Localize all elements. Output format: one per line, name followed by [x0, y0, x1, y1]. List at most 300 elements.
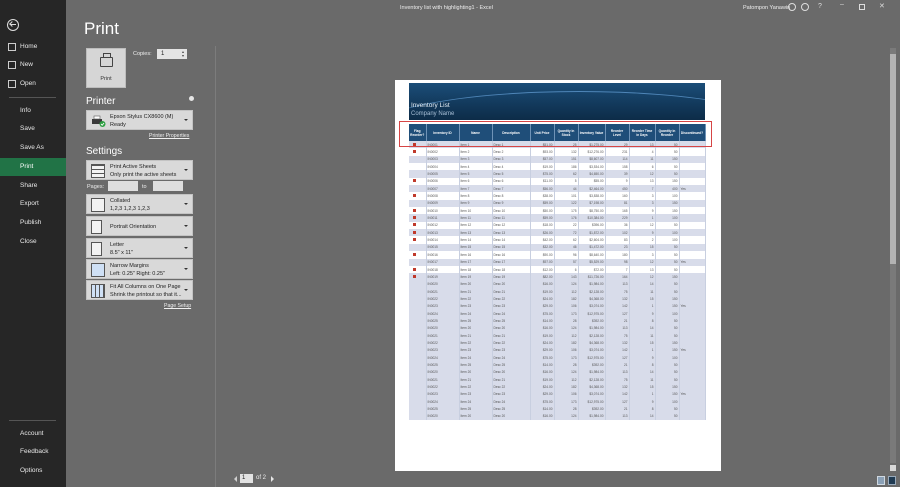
- column-header: Inventory ID: [426, 124, 459, 141]
- cell-value: $392.00: [578, 361, 605, 368]
- cell-price: $24.00: [530, 295, 554, 302]
- flag-icon: [413, 150, 416, 153]
- cell-id: IN0022: [426, 383, 459, 390]
- table-row: [409, 391, 705, 398]
- cell-disc: [679, 369, 705, 376]
- cell-value: $8,607.00: [578, 156, 605, 163]
- table-row: [409, 303, 705, 310]
- cell-qty: 151: [554, 156, 578, 163]
- cell-name: Item 2: [459, 148, 492, 155]
- cell-days: 12: [629, 222, 655, 229]
- flag-cell: [409, 156, 426, 163]
- table-row: [409, 244, 705, 251]
- nav-item-save[interactable]: Save: [20, 125, 35, 132]
- cell-qty: 25: [554, 141, 578, 148]
- cell-value: $2,128.00: [578, 288, 605, 295]
- cell-disc: [679, 288, 705, 295]
- cell-value: $1,984.00: [578, 413, 605, 420]
- cell-qty: 28: [554, 361, 578, 368]
- cell-desc: Desc 21: [492, 332, 530, 339]
- nav-item-close[interactable]: Close: [20, 238, 37, 245]
- cell-desc: Desc 25: [492, 361, 530, 368]
- cell-price: $32.00: [530, 244, 554, 251]
- column-header: Reorder Time in Days: [629, 124, 655, 141]
- cell-name: Item 20: [459, 325, 492, 332]
- cell-value: $4,650.00: [578, 170, 605, 177]
- nav-divider: [9, 97, 56, 98]
- cell-price: $16.00: [530, 369, 554, 376]
- cell-days: 9: [629, 354, 655, 361]
- cell-reorder: 50: [655, 222, 679, 229]
- cell-name: Item 17: [459, 259, 492, 266]
- cell-reorder: 50: [655, 163, 679, 170]
- cell-price: $42.00: [530, 236, 554, 243]
- cell-disc: Yes: [679, 347, 705, 354]
- cell-name: Item 24: [459, 310, 492, 317]
- flag-cell: [409, 317, 426, 324]
- table-row: [409, 317, 705, 324]
- cell-days: 12: [629, 259, 655, 266]
- flag-cell: [409, 163, 426, 170]
- current-page-input[interactable]: 1: [240, 474, 253, 483]
- cell-desc: Desc 22: [492, 295, 530, 302]
- table-row: [409, 369, 705, 376]
- cell-qty: 173: [554, 398, 578, 405]
- cell-value: $8,640.00: [578, 251, 605, 258]
- flag-cell: [409, 236, 426, 243]
- window-title: Inventory list with highlighting1 - Excel: [400, 5, 493, 11]
- cell-disc: [679, 207, 705, 214]
- cell-id: IN0019: [426, 273, 459, 280]
- orientation-dropdown[interactable]: Portrait Orientation: [86, 216, 193, 236]
- nav-item-publish[interactable]: Publish: [20, 219, 42, 226]
- cell-price: $82.00: [530, 273, 554, 280]
- cell-reorder: 50: [655, 244, 679, 251]
- cell-value: $4,368.00: [578, 383, 605, 390]
- printer-dropdown[interactable]: Epson Stylus CX8600 (M) Ready: [86, 110, 193, 130]
- cell-value: $3,534.00: [578, 163, 605, 170]
- table-row: [409, 192, 705, 199]
- cell-desc: Desc 25: [492, 317, 530, 324]
- scroll-down-button[interactable]: [890, 465, 896, 471]
- cell-lvl: 142: [605, 391, 629, 398]
- cell-lvl: 113: [605, 325, 629, 332]
- cell-value: $12,975.00: [578, 398, 605, 405]
- cell-qty: 132: [554, 148, 578, 155]
- flag-cell: [409, 303, 426, 310]
- cell-reorder: 100: [655, 192, 679, 199]
- paper-size-dropdown[interactable]: Letter 8.5" x 11": [86, 238, 193, 258]
- flag-icon: [413, 238, 416, 241]
- open-folder-icon: [8, 80, 16, 88]
- page-setup-link[interactable]: Page Setup: [164, 303, 192, 309]
- inventory-table: [409, 124, 706, 420]
- vertical-scrollbar[interactable]: [890, 48, 896, 463]
- cell-disc: [679, 244, 705, 251]
- flag-cell: [409, 325, 426, 332]
- margins-dropdown[interactable]: Narrow Margins Left: 0.25" Right: 0.25": [86, 259, 193, 279]
- cell-price: $29.00: [530, 391, 554, 398]
- cell-price: $19.00: [530, 163, 554, 170]
- cell-days: 2: [629, 236, 655, 243]
- cell-name: Item 20: [459, 369, 492, 376]
- flag-cell: [409, 339, 426, 346]
- cell-disc: [679, 317, 705, 324]
- cell-lvl: 164: [605, 273, 629, 280]
- cell-value: $55.00: [578, 178, 605, 185]
- cell-id: IN0015: [426, 244, 459, 251]
- table-row: [409, 354, 705, 361]
- cell-id: IN0020: [426, 413, 459, 420]
- table-row: [409, 266, 705, 273]
- cell-value: $7,198.00: [578, 200, 605, 207]
- cell-qty: 106: [554, 303, 578, 310]
- cell-disc: [679, 148, 705, 155]
- table-row: [409, 339, 705, 346]
- cell-id: IN0023: [426, 303, 459, 310]
- cell-days: 1: [629, 214, 655, 221]
- cell-price: $56.00: [530, 185, 554, 192]
- cell-lvl: 75: [605, 288, 629, 295]
- table-row: [409, 413, 705, 420]
- info-icon[interactable]: [189, 96, 194, 101]
- cell-reorder: 50: [655, 148, 679, 155]
- cell-desc: Desc 12: [492, 222, 530, 229]
- printer-properties-link[interactable]: Printer Properties: [149, 133, 190, 139]
- cell-id: IN0005: [426, 170, 459, 177]
- cell-name: Item 13: [459, 229, 492, 236]
- chevron-down-icon: [184, 289, 188, 291]
- cell-name: Item 20: [459, 413, 492, 420]
- copies-spinner[interactable]: ▴ ▾: [182, 49, 185, 58]
- cell-value: $1,472.00: [578, 244, 605, 251]
- user-name[interactable]: Patompon Yanawin: [743, 5, 791, 11]
- cell-reorder: 50: [655, 332, 679, 339]
- cell-lvl: 127: [605, 310, 629, 317]
- flag-cell: [409, 148, 426, 155]
- fit-columns-icon: [91, 284, 105, 298]
- table-row: [409, 325, 705, 332]
- cell-desc: Desc 11: [492, 214, 530, 221]
- cell-value: $1,984.00: [578, 369, 605, 376]
- cell-price: $50.00: [530, 207, 554, 214]
- cell-lvl: 98: [605, 259, 629, 266]
- copies-input[interactable]: 1 ▴ ▾: [157, 49, 187, 59]
- cell-lvl: 39: [605, 170, 629, 177]
- cell-name: Item 12: [459, 222, 492, 229]
- cell-value: $12,276.00: [578, 148, 605, 155]
- cell-reorder: 50: [655, 376, 679, 383]
- cell-value: $392.00: [578, 405, 605, 412]
- cell-id: IN0020: [426, 369, 459, 376]
- sheet-grid-icon: [91, 164, 105, 178]
- nav-item-export[interactable]: Export: [20, 200, 39, 207]
- cell-id: IN0020: [426, 281, 459, 288]
- nav-item-feedback[interactable]: Feedback: [20, 448, 49, 455]
- cell-qty: 28: [554, 405, 578, 412]
- cell-qty: 28: [554, 317, 578, 324]
- cell-qty: 122: [554, 200, 578, 207]
- flag-cell: [409, 273, 426, 280]
- cell-id: IN0022: [426, 295, 459, 302]
- cell-desc: Desc 17: [492, 259, 530, 266]
- cell-desc: Desc 15: [492, 244, 530, 251]
- cell-name: Item 15: [459, 244, 492, 251]
- cell-reorder: 150: [655, 207, 679, 214]
- cell-disc: [679, 383, 705, 390]
- cell-value: $2,604.00: [578, 236, 605, 243]
- cell-days: 9: [629, 310, 655, 317]
- show-margins-icon[interactable]: [877, 476, 885, 485]
- cell-qty: 124: [554, 281, 578, 288]
- cell-value: $1,275.00: [578, 141, 605, 148]
- cell-days: 3: [629, 192, 655, 199]
- cell-name: Item 3: [459, 156, 492, 163]
- flag-icon: [413, 253, 416, 256]
- banner-title: Inventory List: [411, 102, 450, 109]
- cell-lvl: 132: [605, 295, 629, 302]
- cell-qty: 182: [554, 295, 578, 302]
- to-label: to: [142, 184, 147, 190]
- table-row: [409, 376, 705, 383]
- back-arrow-icon[interactable]: [7, 19, 19, 31]
- cell-price: $75.00: [530, 354, 554, 361]
- table-row: [409, 288, 705, 295]
- portrait-page-icon: [91, 220, 102, 234]
- next-page-icon[interactable]: [271, 476, 274, 482]
- print-what-dropdown[interactable]: Print Active Sheets Only print the active sheets: [86, 160, 193, 180]
- cell-name: Item 25: [459, 405, 492, 412]
- cell-id: IN0012: [426, 222, 459, 229]
- flag-cell: [409, 170, 426, 177]
- zoom-to-page-icon[interactable]: [888, 476, 896, 485]
- cell-name: Item 16: [459, 251, 492, 258]
- cell-value: $72.00: [578, 266, 605, 273]
- settings-heading: Settings: [86, 146, 123, 157]
- cell-id: IN0008: [426, 192, 459, 199]
- cell-desc: Desc 14: [492, 236, 530, 243]
- cell-lvl: 142: [605, 347, 629, 354]
- previous-page-icon[interactable]: [234, 476, 237, 482]
- cell-reorder: 400: [655, 185, 679, 192]
- cell-desc: Desc 5: [492, 170, 530, 177]
- flag-icon: [413, 231, 416, 234]
- cell-days: 3: [629, 251, 655, 258]
- cell-reorder: 100: [655, 354, 679, 361]
- cell-desc: Desc 7: [492, 185, 530, 192]
- cell-lvl: 75: [605, 332, 629, 339]
- cell-price: $75.00: [530, 170, 554, 177]
- cell-disc: [679, 310, 705, 317]
- cell-id: IN0003: [426, 156, 459, 163]
- cell-reorder: 50: [655, 405, 679, 412]
- cell-value: $10,384.00: [578, 214, 605, 221]
- restore-icon[interactable]: [859, 4, 865, 10]
- cell-lvl: 113: [605, 369, 629, 376]
- cell-value: $3,838.00: [578, 192, 605, 199]
- nav-item-save-as[interactable]: Save As: [20, 144, 44, 151]
- cell-desc: Desc 18: [492, 266, 530, 273]
- cell-desc: Desc 3: [492, 156, 530, 163]
- cell-value: $4,368.00: [578, 339, 605, 346]
- cell-desc: Desc 1: [492, 141, 530, 148]
- cell-days: 12: [629, 273, 655, 280]
- smiley-icon[interactable]: [788, 3, 796, 11]
- cell-reorder: 50: [655, 369, 679, 376]
- cell-lvl: 23: [605, 244, 629, 251]
- table-row: [409, 170, 705, 177]
- flag-icon: [413, 268, 416, 271]
- nav-item-open[interactable]: Open: [0, 75, 66, 93]
- cell-id: IN0024: [426, 354, 459, 361]
- frown-icon[interactable]: [801, 3, 809, 11]
- cell-disc: [679, 163, 705, 170]
- cell-desc: Desc 24: [492, 310, 530, 317]
- nav-item-print[interactable]: Print: [0, 158, 66, 176]
- nav-item-info[interactable]: Info: [20, 107, 31, 114]
- cell-name: Item 21: [459, 332, 492, 339]
- cell-price: $59.00: [530, 200, 554, 207]
- help-icon[interactable]: ?: [818, 3, 822, 10]
- nav-item-new[interactable]: New: [0, 56, 66, 74]
- cell-price: $11.00: [530, 178, 554, 185]
- scrollbar-thumb[interactable]: [890, 54, 896, 264]
- cell-id: IN0024: [426, 398, 459, 405]
- cell-name: Item 1: [459, 141, 492, 148]
- nav-divider: [9, 420, 56, 421]
- cell-lvl: 165: [605, 207, 629, 214]
- cell-qty: 57: [554, 259, 578, 266]
- nav-item-account[interactable]: Account: [20, 430, 44, 437]
- cell-id: IN0004: [426, 163, 459, 170]
- cell-value: $2,464.00: [578, 185, 605, 192]
- cell-value: $11,726.00: [578, 273, 605, 280]
- cell-disc: [679, 170, 705, 177]
- cell-name: Item 11: [459, 214, 492, 221]
- chevron-down-icon: [184, 119, 188, 121]
- cell-reorder: 50: [655, 266, 679, 273]
- cell-lvl: 21: [605, 317, 629, 324]
- cell-value: $12,975.00: [578, 310, 605, 317]
- collation-dropdown[interactable]: Collated 1,2,3 1,2,3 1,2,3: [86, 194, 193, 214]
- header-highlight-box: [399, 121, 712, 147]
- cell-disc: Yes: [679, 391, 705, 398]
- cell-disc: Yes: [679, 185, 705, 192]
- cell-lvl: 450: [605, 185, 629, 192]
- cell-days: 15: [629, 244, 655, 251]
- cell-disc: [679, 398, 705, 405]
- cell-desc: Desc 4: [492, 163, 530, 170]
- cell-id: IN0017: [426, 259, 459, 266]
- margins-icon: [91, 263, 105, 277]
- table-body: [409, 141, 705, 420]
- cell-lvl: 113: [605, 413, 629, 420]
- cell-price: $24.00: [530, 339, 554, 346]
- cell-price: $18.00: [530, 222, 554, 229]
- table-row: [409, 185, 705, 192]
- flag-cell: [409, 347, 426, 354]
- cell-days: 15: [629, 339, 655, 346]
- cell-reorder: 150: [655, 273, 679, 280]
- table-row: [409, 347, 705, 354]
- cell-disc: [679, 376, 705, 383]
- cell-lvl: 180: [605, 251, 629, 258]
- cell-id: IN0007: [426, 185, 459, 192]
- cell-reorder: 100: [655, 398, 679, 405]
- table-row: [409, 310, 705, 317]
- table-row: [409, 148, 705, 155]
- print-settings-pane: [66, 0, 216, 487]
- cell-reorder: 50: [655, 325, 679, 332]
- cell-reorder: 50: [655, 170, 679, 177]
- flag-cell: [409, 214, 426, 221]
- cell-id: IN0025: [426, 317, 459, 324]
- cell-qty: 112: [554, 332, 578, 339]
- cell-desc: Desc 20: [492, 369, 530, 376]
- letter-page-icon: [91, 242, 102, 256]
- pages-from-input[interactable]: [108, 181, 138, 191]
- nav-item-options[interactable]: Options: [20, 467, 43, 474]
- cell-days: 1: [629, 391, 655, 398]
- cell-desc: Desc 10: [492, 207, 530, 214]
- cell-price: $51.00: [530, 141, 554, 148]
- cell-disc: [679, 339, 705, 346]
- cell-price: $14.00: [530, 405, 554, 412]
- cell-desc: Desc 20: [492, 325, 530, 332]
- backstage-nav: [0, 0, 66, 487]
- pages-to-input[interactable]: [153, 181, 183, 191]
- cell-value: $1,984.00: [578, 281, 605, 288]
- cell-reorder: 100: [655, 214, 679, 221]
- cell-days: 8: [629, 317, 655, 324]
- cell-reorder: 150: [655, 347, 679, 354]
- nav-item-share[interactable]: Share: [20, 182, 38, 189]
- cell-price: $16.00: [530, 413, 554, 420]
- cell-days: 7: [629, 185, 655, 192]
- cell-name: Item 8: [459, 192, 492, 199]
- cell-value: $4,368.00: [578, 295, 605, 302]
- scaling-dropdown[interactable]: Fit All Columns on One Page Shrink the printout so that it...: [86, 280, 193, 300]
- cell-reorder: 150: [655, 178, 679, 185]
- cell-lvl: 160: [605, 192, 629, 199]
- cell-days: 14: [629, 369, 655, 376]
- cell-desc: Desc 16: [492, 251, 530, 258]
- cell-value: $2,128.00: [578, 332, 605, 339]
- table-row: [409, 332, 705, 339]
- table-row: [409, 229, 705, 236]
- cell-qty: 62: [554, 170, 578, 177]
- nav-item-home[interactable]: Home: [0, 38, 66, 56]
- cell-name: Item 6: [459, 178, 492, 185]
- cell-reorder: 150: [655, 303, 679, 310]
- cell-id: IN0013: [426, 229, 459, 236]
- cell-id: IN0025: [426, 405, 459, 412]
- cell-price: $97.00: [530, 259, 554, 266]
- cell-reorder: 50: [655, 281, 679, 288]
- cell-price: $90.00: [530, 251, 554, 258]
- banner-subtitle: Company Name: [411, 111, 455, 117]
- flag-cell: [409, 405, 426, 412]
- cell-lvl: 36: [605, 222, 629, 229]
- new-file-icon: [8, 61, 16, 69]
- flag-cell: [409, 200, 426, 207]
- cell-lvl: 21: [605, 361, 629, 368]
- print-button[interactable]: Print: [86, 48, 126, 88]
- cell-disc: [679, 361, 705, 368]
- minimize-icon[interactable]: –: [840, 1, 844, 8]
- close-icon[interactable]: ✕: [879, 3, 885, 10]
- home-icon: [8, 43, 16, 51]
